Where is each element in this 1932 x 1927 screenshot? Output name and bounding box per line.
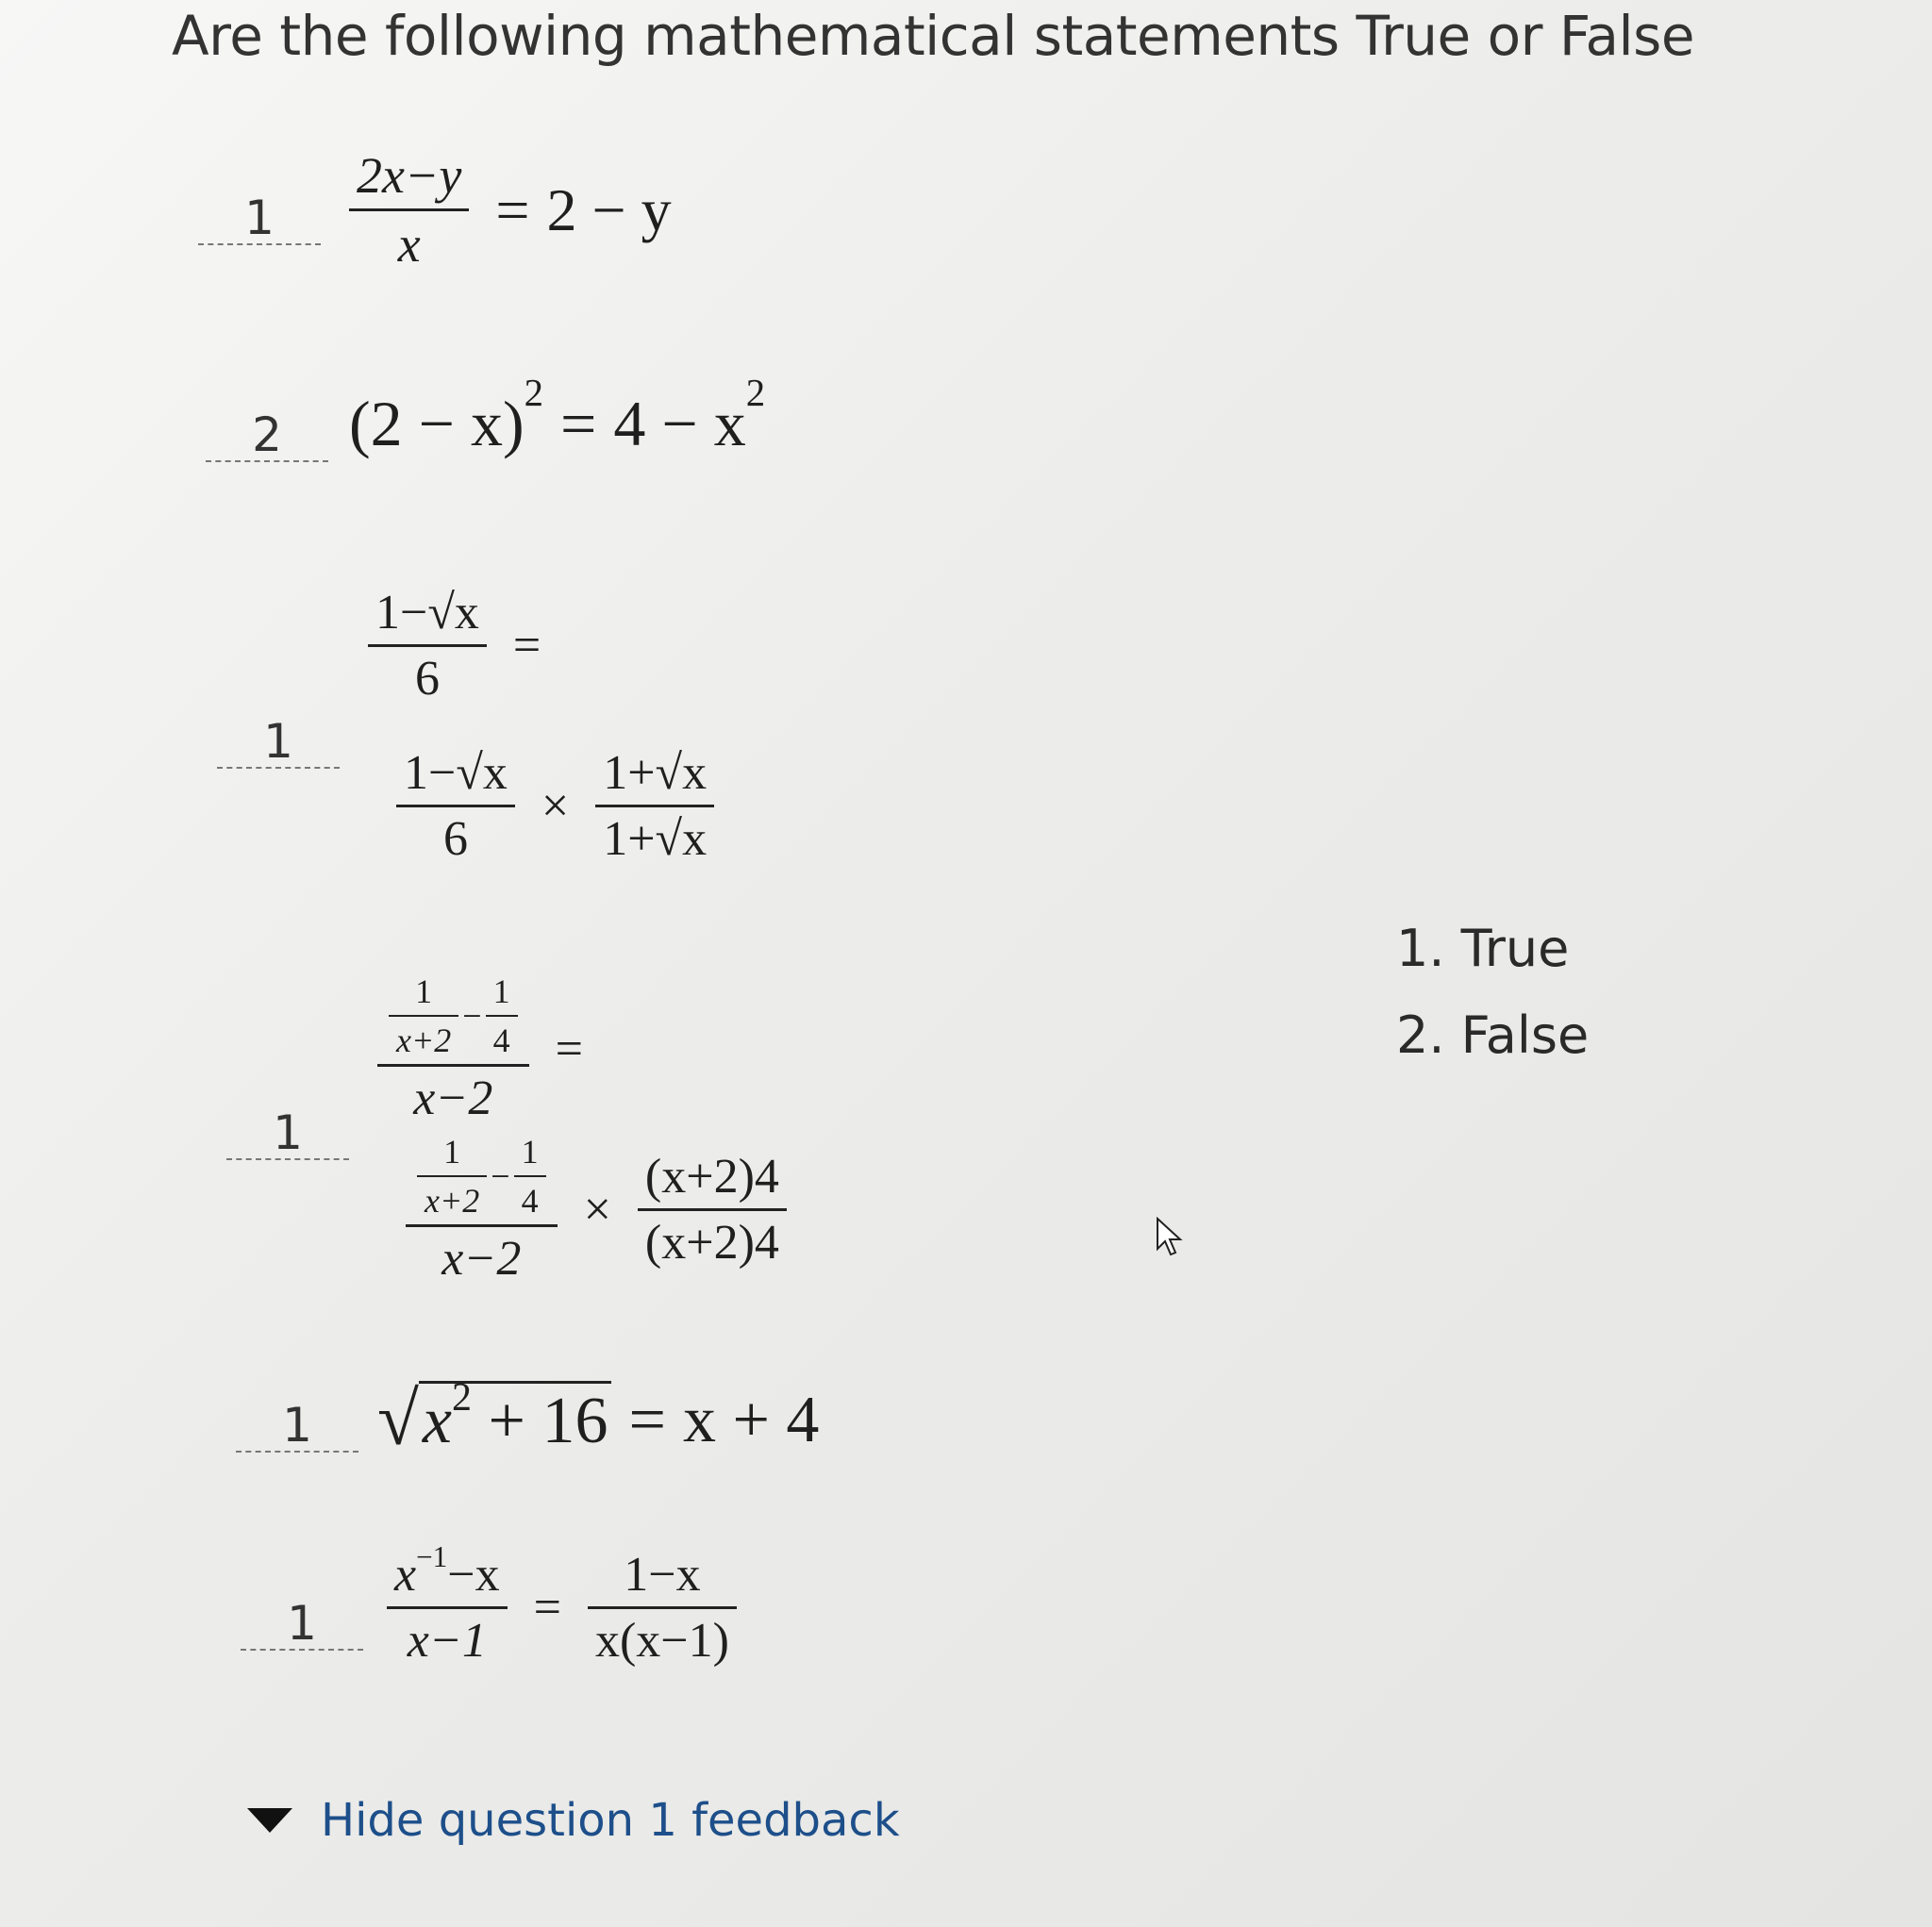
hide-feedback-toggle[interactable] [247,1794,900,1847]
fraction-numerator: 1 [521,1133,539,1171]
feedback-toggle-label: Hide question 1 feedback [321,1794,900,1847]
answer-blank-5[interactable] [236,1396,358,1453]
radicand-tail: + 16 [488,1385,608,1457]
answer-blank-6[interactable] [241,1594,363,1651]
fraction-denominator: (x+2)4 [644,1215,779,1270]
answer-value: 2 [252,407,282,462]
fraction-denominator: 6 [414,652,440,706]
equals-sign: = [628,1383,666,1456]
fraction-numerator: 2x−y [357,147,462,204]
statement-1 [340,146,672,274]
equals-sign: = [495,175,530,243]
rhs-expression: 4 − x [613,388,746,459]
fraction-numerator: 1+√x [603,746,708,800]
rhs-expression: 2 − y [546,175,672,243]
numerator-base: x [394,1548,417,1602]
fraction-numerator: 1 [492,972,510,1010]
fraction-denominator: x−2 [441,1232,522,1286]
fraction-denominator: 4 [521,1182,539,1220]
answer-value: 1 [273,1105,303,1160]
times-sign: × [583,1182,611,1237]
caret-down-icon [247,1808,292,1833]
numerator-exponent: −1 [416,1540,448,1574]
fraction-denominator: x+2 [396,1022,452,1059]
fraction-numerator: 1 [415,972,433,1010]
fraction-denominator: x−2 [413,1071,493,1125]
fraction-denominator: x(x−1) [594,1614,729,1668]
fraction-numerator: 1−√x [375,586,479,640]
equals-sign: = [555,1022,583,1076]
answer-options [1396,905,1589,1079]
answer-blank-4[interactable] [226,1104,349,1160]
lhs-expression: (2 − x) [349,388,525,459]
lhs-exponent: 2 [524,372,544,415]
fraction-denominator: x+2 [425,1182,480,1220]
equals-sign: = [512,619,541,673]
fraction-denominator: x [397,216,421,273]
answer-blank-3[interactable] [217,712,340,769]
equals-sign: = [533,1581,561,1635]
answer-value: 1 [282,1398,312,1453]
answer-value: 1 [263,714,293,769]
statement-5 [377,1377,819,1463]
statement-3-bottom [387,745,724,867]
rhs-expression: x + 4 [682,1383,820,1456]
answer-value: 1 [244,191,275,245]
fraction-numerator: 1−√x [404,746,508,800]
option-true: 1. True [1396,919,1570,978]
question-header: Are the following mathematical statements True or False [172,4,1695,68]
fraction-numerator: 1 [443,1133,461,1171]
statement-4-bottom [396,1132,796,1287]
minus-sign: − [462,997,482,1035]
fraction-numerator: (x+2)4 [644,1149,779,1204]
times-sign: × [541,779,570,833]
fraction-denominator: 1+√x [603,812,708,866]
answer-blank-1[interactable] [198,189,321,245]
answer-blank-2[interactable] [206,406,328,462]
radicand-exponent: 2 [451,1376,472,1420]
rhs-exponent: 2 [745,372,766,415]
option-false: 2. False [1396,1005,1590,1065]
compound-numerator [406,1132,558,1221]
radicand: x [422,1385,452,1457]
equals-sign: = [560,388,597,459]
statement-2 [349,372,766,461]
statement-4-top [368,972,600,1126]
statement-6 [377,1540,746,1669]
compound-numerator [377,972,529,1060]
radical-sign: √ [377,1378,419,1461]
numerator-tail: −x [447,1548,500,1602]
fraction-numerator: 1−x [624,1548,701,1602]
answer-value: 1 [287,1596,317,1651]
minus-sign: − [491,1157,510,1195]
fraction-denominator: 6 [442,812,468,866]
statement-3-top [358,585,558,706]
fraction-denominator: 4 [492,1022,510,1059]
pointer-arrow-icon [1156,1217,1188,1263]
fraction-denominator: x−1 [407,1614,487,1668]
